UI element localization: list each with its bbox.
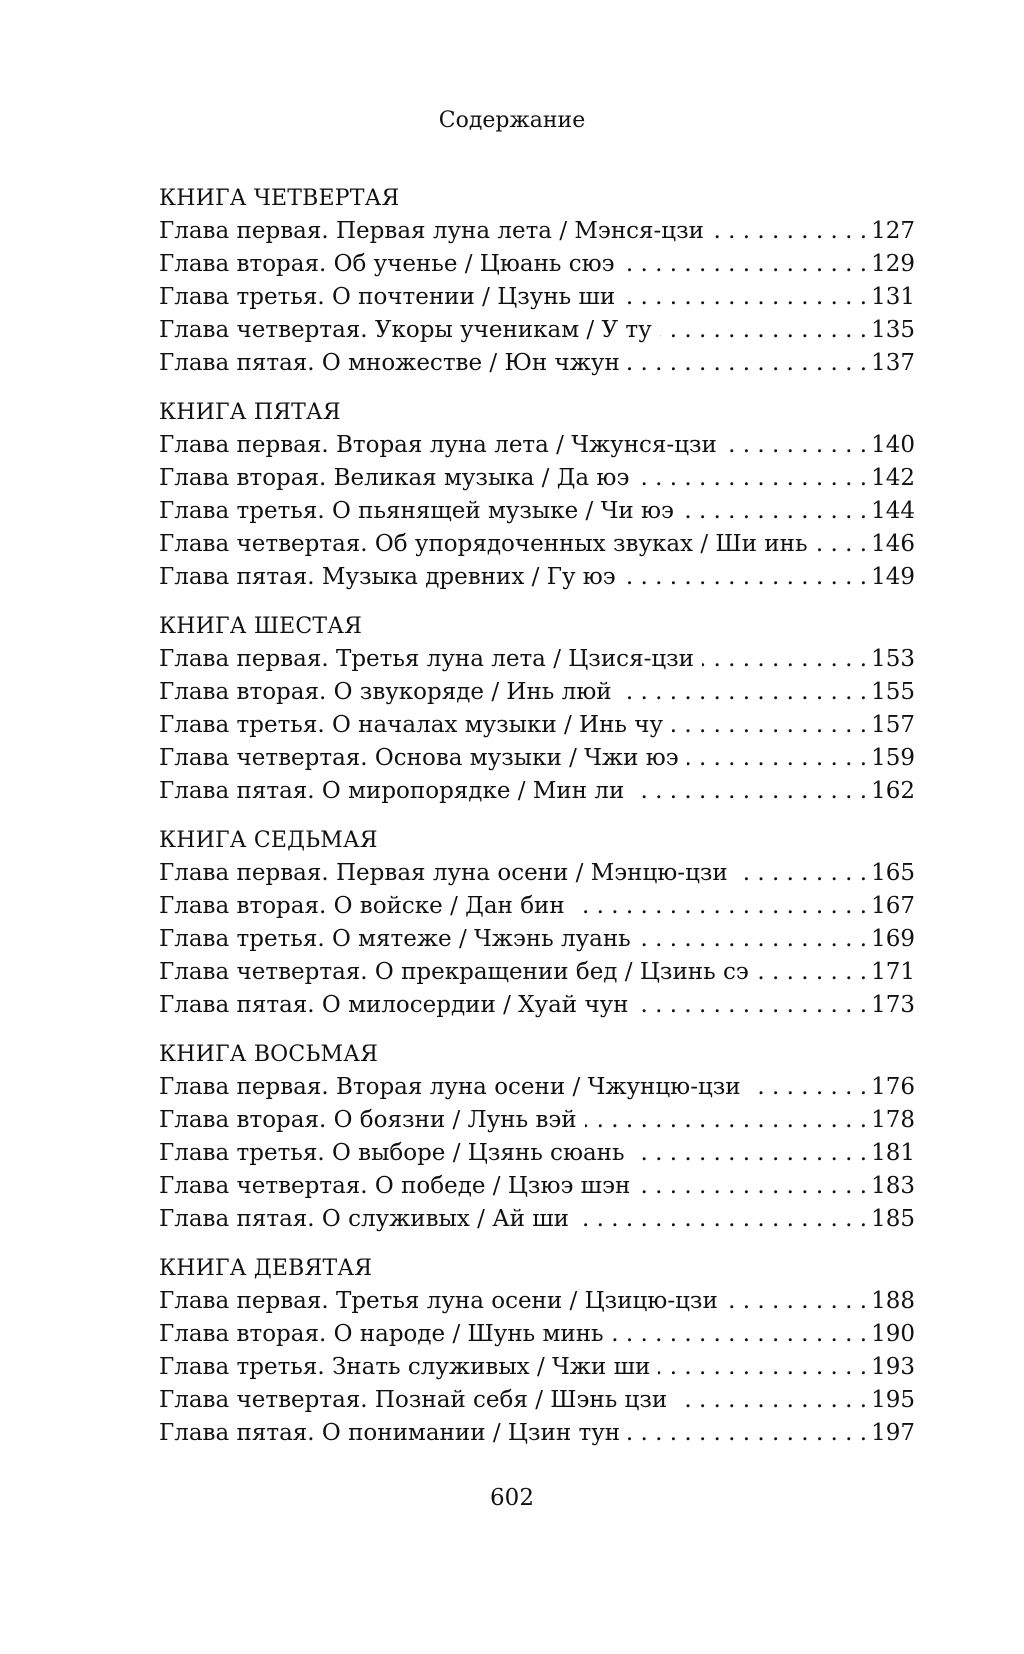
dot-leader [687, 742, 867, 775]
book-title: КНИГА СЕДЬМАЯ [159, 828, 378, 853]
chapter-title: Глава третья. О почтении / Цзунь ши [159, 284, 616, 310]
chapter-entry[interactable] [159, 1318, 915, 1351]
book-title: КНИГА ПЯТАЯ [159, 400, 341, 425]
chapter-page-number: 167 [871, 893, 915, 919]
dot-leader [633, 1137, 868, 1170]
chapter-entry[interactable] [159, 429, 915, 462]
dot-leader [725, 429, 867, 462]
chapter-title: Глава вторая. О звукоряде / Инь люй [159, 679, 612, 705]
chapter-entry[interactable] [159, 1285, 915, 1318]
chapter-entry[interactable] [159, 742, 915, 775]
chapter-page-number: 162 [871, 778, 915, 804]
chapter-title: Глава пятая. О множестве / Юн чжун [159, 350, 620, 376]
dot-leader [637, 462, 867, 495]
chapter-title: Глава первая. Первая луна осени / Мэнцю-цзи [159, 860, 728, 886]
dot-leader [638, 1170, 867, 1203]
chapter-title: Глава третья. О пьянящей музыке / Чи юэ [159, 498, 674, 524]
chapter-title: Глава пятая. О миропорядке / Мин ли [159, 778, 625, 804]
dot-leader [623, 248, 868, 281]
book-title: КНИГА ШЕСТАЯ [159, 614, 363, 639]
chapter-title: Глава четвертая. Познай себя / Шэнь цзи [159, 1387, 668, 1413]
chapter-title: Глава пятая. О служивых / Ай ши [159, 1206, 569, 1232]
chapter-title: Глава четвертая. Основа музыки / Чжи юэ [159, 745, 679, 771]
dot-leader [702, 643, 867, 676]
chapter-page-number: 197 [871, 1420, 915, 1446]
chapter-page-number: 144 [871, 498, 915, 524]
chapter-entry[interactable] [159, 956, 915, 989]
chapter-entry[interactable] [159, 989, 915, 1022]
chapter-entry[interactable] [159, 1203, 915, 1236]
chapter-page-number: 171 [871, 959, 915, 985]
dot-leader [632, 775, 867, 808]
chapter-entry[interactable] [159, 676, 915, 709]
chapter-entry[interactable] [159, 1351, 915, 1384]
book-title: КНИГА ВОСЬМАЯ [159, 1042, 379, 1067]
chapter-page-number: 176 [871, 1074, 915, 1100]
chapter-page-number: 140 [871, 432, 915, 458]
book-section [159, 1252, 915, 1450]
chapter-title: Глава вторая. О боязни / Лунь вэй [159, 1107, 577, 1133]
chapter-page-number: 169 [871, 926, 915, 952]
chapter-title: Глава первая. Первая луна лета / Мэнся-цзи [159, 218, 704, 244]
dot-leader [658, 1351, 867, 1384]
book-title: КНИГА ЧЕТВЕРТАЯ [159, 186, 400, 211]
dot-leader [639, 923, 867, 956]
chapter-entry[interactable] [159, 1104, 915, 1137]
chapter-title: Глава третья. О выборе / Цзянь сюань [159, 1140, 625, 1166]
chapter-title: Глава третья. Знать служивых / Чжи ши [159, 1354, 651, 1380]
chapter-title: Глава первая. Вторая луна осени / Чжунцю-цзи [159, 1074, 741, 1100]
book-title: КНИГА ДЕВЯТАЯ [159, 1256, 373, 1281]
chapter-title: Глава четвертая. О прекращении бед / Цзинь сэ [159, 959, 749, 985]
dot-leader [628, 1417, 867, 1450]
book-section [159, 396, 915, 594]
chapter-title: Глава первая. Третья луна осени / Цзицю-цзи [159, 1288, 718, 1314]
chapter-entry[interactable] [159, 923, 915, 956]
chapter-title: Глава первая. Вторая луна лета / Чжунся-цзи [159, 432, 717, 458]
chapter-page-number: 155 [871, 679, 915, 705]
chapter-page-number: 149 [871, 564, 915, 590]
book-section [159, 610, 915, 808]
dot-leader [637, 989, 868, 1022]
book-section [159, 182, 915, 380]
chapter-page-number: 183 [871, 1173, 915, 1199]
chapter-entry[interactable] [159, 215, 915, 248]
chapter-page-number: 157 [871, 712, 915, 738]
chapter-title: Глава четвертая. Укоры ученикам / У ту [159, 317, 652, 343]
chapter-page-number: 195 [871, 1387, 915, 1413]
chapter-title: Глава первая. Третья луна лета / Цзися-цзи [159, 646, 695, 672]
chapter-title: Глава пятая. О милосердии / Хуай чун [159, 992, 629, 1018]
dot-leader [815, 528, 867, 561]
chapter-title: Глава пятая. О понимании / Цзин тун [159, 1420, 621, 1446]
chapter-entry[interactable] [159, 561, 915, 594]
chapter-page-number: 159 [871, 745, 915, 771]
chapter-title: Глава вторая. О войске / Дан бин [159, 893, 565, 919]
chapter-page-number: 137 [871, 350, 915, 376]
dot-leader [573, 890, 867, 923]
chapter-page-number: 142 [871, 465, 915, 491]
chapter-page-number: 181 [871, 1140, 915, 1166]
chapter-title: Глава вторая. Великая музыка / Да юэ [159, 465, 630, 491]
book-section [159, 1038, 915, 1236]
dot-leader [612, 1318, 868, 1351]
chapter-page-number: 129 [871, 251, 915, 277]
chapter-page-number: 135 [871, 317, 915, 343]
chapter-page-number: 188 [871, 1288, 915, 1314]
dot-leader [757, 956, 867, 989]
chapter-entry[interactable] [159, 528, 915, 561]
chapter-entry[interactable] [159, 495, 915, 528]
dot-leader [620, 676, 868, 709]
chapter-page-number: 146 [871, 531, 915, 557]
chapter-page-number: 153 [871, 646, 915, 672]
chapter-entry[interactable] [159, 1417, 915, 1450]
page-number: 602 [490, 1485, 534, 1511]
chapter-page-number: 193 [871, 1354, 915, 1380]
dot-leader [682, 495, 867, 528]
table-of-contents [159, 182, 915, 1466]
page-title: Содержание [438, 108, 586, 133]
dot-leader [671, 709, 867, 742]
dot-leader [577, 1203, 867, 1236]
chapter-entry[interactable] [159, 1071, 915, 1104]
dot-leader [675, 1384, 867, 1417]
chapter-page-number: 165 [871, 860, 915, 886]
chapter-page-number: 178 [871, 1107, 915, 1133]
chapter-entry[interactable] [159, 314, 915, 347]
chapter-entry[interactable] [159, 248, 915, 281]
chapter-entry[interactable] [159, 347, 915, 380]
chapter-entry[interactable] [159, 890, 915, 923]
chapter-entry[interactable] [159, 857, 915, 890]
dot-leader [712, 215, 867, 248]
chapter-page-number: 127 [871, 218, 915, 244]
dot-leader [736, 857, 867, 890]
chapter-entry[interactable] [159, 775, 915, 808]
dot-leader [623, 281, 867, 314]
chapter-entry[interactable] [159, 281, 915, 314]
chapter-title: Глава вторая. Об ученье / Цюань сюэ [159, 251, 615, 277]
chapter-title: Глава третья. О началах музыки / Инь чу [159, 712, 664, 738]
dot-leader [749, 1071, 867, 1104]
dot-leader [585, 1104, 867, 1137]
chapter-title: Глава третья. О мятеже / Чжэнь луань [159, 926, 631, 952]
book-section [159, 824, 915, 1022]
chapter-page-number: 173 [871, 992, 915, 1018]
chapter-page-number: 185 [871, 1206, 915, 1232]
chapter-entry[interactable] [159, 462, 915, 495]
chapter-page-number: 190 [871, 1321, 915, 1347]
chapter-title: Глава четвертая. Об упорядоченных звуках / Ши инь [159, 531, 808, 557]
dot-leader [660, 314, 867, 347]
chapter-entry[interactable] [159, 709, 915, 742]
chapter-title: Глава пятая. Музыка древних / Гу юэ [159, 564, 616, 590]
dot-leader [726, 1285, 867, 1318]
chapter-title: Глава вторая. О народе / Шунь минь [159, 1321, 604, 1347]
chapter-title: Глава четвертая. О победе / Цзюэ шэн [159, 1173, 631, 1199]
chapter-entry[interactable] [159, 643, 915, 676]
chapter-entry[interactable] [159, 1384, 915, 1417]
dot-leader [628, 347, 867, 380]
chapter-entry[interactable] [159, 1170, 915, 1203]
chapter-entry[interactable] [159, 1137, 915, 1170]
chapter-page-number: 131 [871, 284, 915, 310]
dot-leader [624, 561, 867, 594]
